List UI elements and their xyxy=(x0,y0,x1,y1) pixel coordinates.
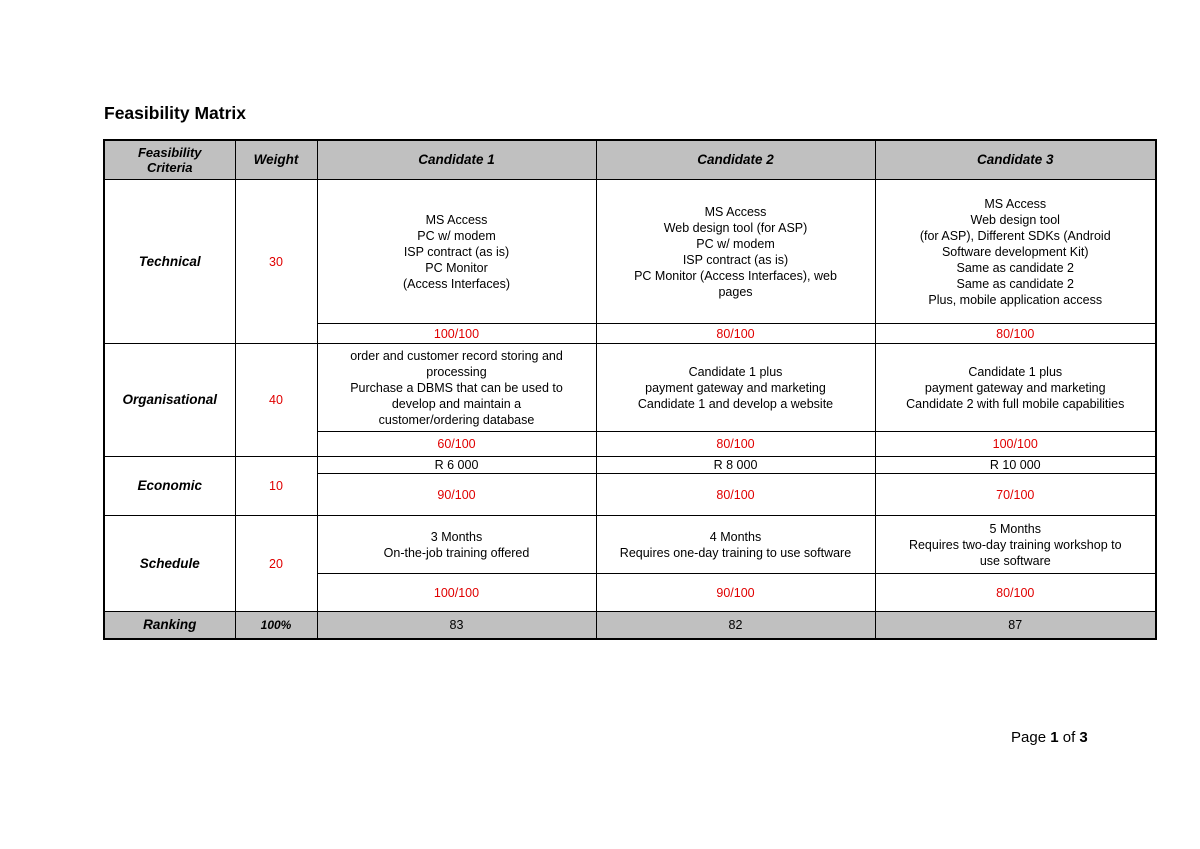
page-prefix: Page xyxy=(1011,729,1047,746)
weight-economic: 10 xyxy=(235,457,317,516)
technical-candidate-2: MS Access Web design tool (for ASP) PC w/ modem ISP contract (as is) PC Monitor (Access Interfaces), web pages xyxy=(596,180,875,324)
organisational-score-2: 80/100 xyxy=(596,432,875,457)
ranking-candidate-2: 82 xyxy=(596,612,875,640)
criteria-organisational: Organisational xyxy=(104,344,235,457)
economic-candidate-1: R 6 000 xyxy=(317,457,596,474)
table-row-organisational-desc xyxy=(104,344,1156,432)
header-candidate-2: Candidate 2 xyxy=(596,140,875,180)
header-weight: Weight xyxy=(235,140,317,180)
technical-score-2: 80/100 xyxy=(596,324,875,344)
ranking-candidate-3: 87 xyxy=(875,612,1156,640)
economic-candidate-2: R 8 000 xyxy=(596,457,875,474)
technical-candidate-3: MS Access Web design tool (for ASP), Different SDKs (Android Software development Kit) Same as candidate 2 Same as candidate 2 Plus, mobile application access xyxy=(875,180,1156,324)
table-row-schedule-desc xyxy=(104,516,1156,574)
organisational-score-3: 100/100 xyxy=(875,432,1156,457)
economic-score-1: 90/100 xyxy=(317,474,596,516)
header-candidate-3: Candidate 3 xyxy=(875,140,1156,180)
weight-technical: 30 xyxy=(235,180,317,344)
weight-organisational: 40 xyxy=(235,344,317,457)
technical-score-1: 100/100 xyxy=(317,324,596,344)
header-candidate-1: Candidate 1 xyxy=(317,140,596,180)
page-current: 1 xyxy=(1050,729,1059,746)
organisational-candidate-3: Candidate 1 plus payment gateway and marketing Candidate 2 with full mobile capabilities xyxy=(875,344,1156,432)
technical-candidate-1: MS Access PC w/ modem ISP contract (as is) PC Monitor (Access Interfaces) xyxy=(317,180,596,324)
weight-schedule: 20 xyxy=(235,516,317,612)
table-row-economic-desc xyxy=(104,457,1156,474)
organisational-candidate-1: order and customer record storing and processing Purchase a DBMS that can be used to develop and maintain a customer/ordering database xyxy=(317,344,596,432)
economic-candidate-3: R 10 000 xyxy=(875,457,1156,474)
criteria-economic: Economic xyxy=(104,457,235,516)
page-number xyxy=(1011,729,1088,746)
ranking-candidate-1: 83 xyxy=(317,612,596,640)
header-criteria: Feasibility Criteria xyxy=(104,140,235,180)
feasibility-matrix-table xyxy=(103,139,1157,640)
page-of: of xyxy=(1062,729,1076,746)
header-row xyxy=(104,140,1156,180)
organisational-candidate-2: Candidate 1 plus payment gateway and marketing Candidate 1 and develop a website xyxy=(596,344,875,432)
criteria-technical: Technical xyxy=(104,180,235,344)
technical-score-3: 80/100 xyxy=(875,324,1156,344)
criteria-schedule: Schedule xyxy=(104,516,235,612)
schedule-candidate-2: 4 Months Requires one-day training to use software xyxy=(596,516,875,574)
economic-score-3: 70/100 xyxy=(875,474,1156,516)
schedule-candidate-3: 5 Months Requires two-day training workshop to use software xyxy=(875,516,1156,574)
schedule-candidate-1: 3 Months On-the-job training offered xyxy=(317,516,596,574)
ranking-label: Ranking xyxy=(104,612,235,640)
table-row-technical-desc xyxy=(104,180,1156,324)
schedule-score-1: 100/100 xyxy=(317,574,596,612)
page-total: 3 xyxy=(1079,729,1088,746)
organisational-score-1: 60/100 xyxy=(317,432,596,457)
page-title: Feasibility Matrix xyxy=(104,103,246,123)
economic-score-2: 80/100 xyxy=(596,474,875,516)
schedule-score-3: 80/100 xyxy=(875,574,1156,612)
ranking-weight: 100% xyxy=(235,612,317,640)
schedule-score-2: 90/100 xyxy=(596,574,875,612)
table-row-ranking xyxy=(104,612,1156,640)
